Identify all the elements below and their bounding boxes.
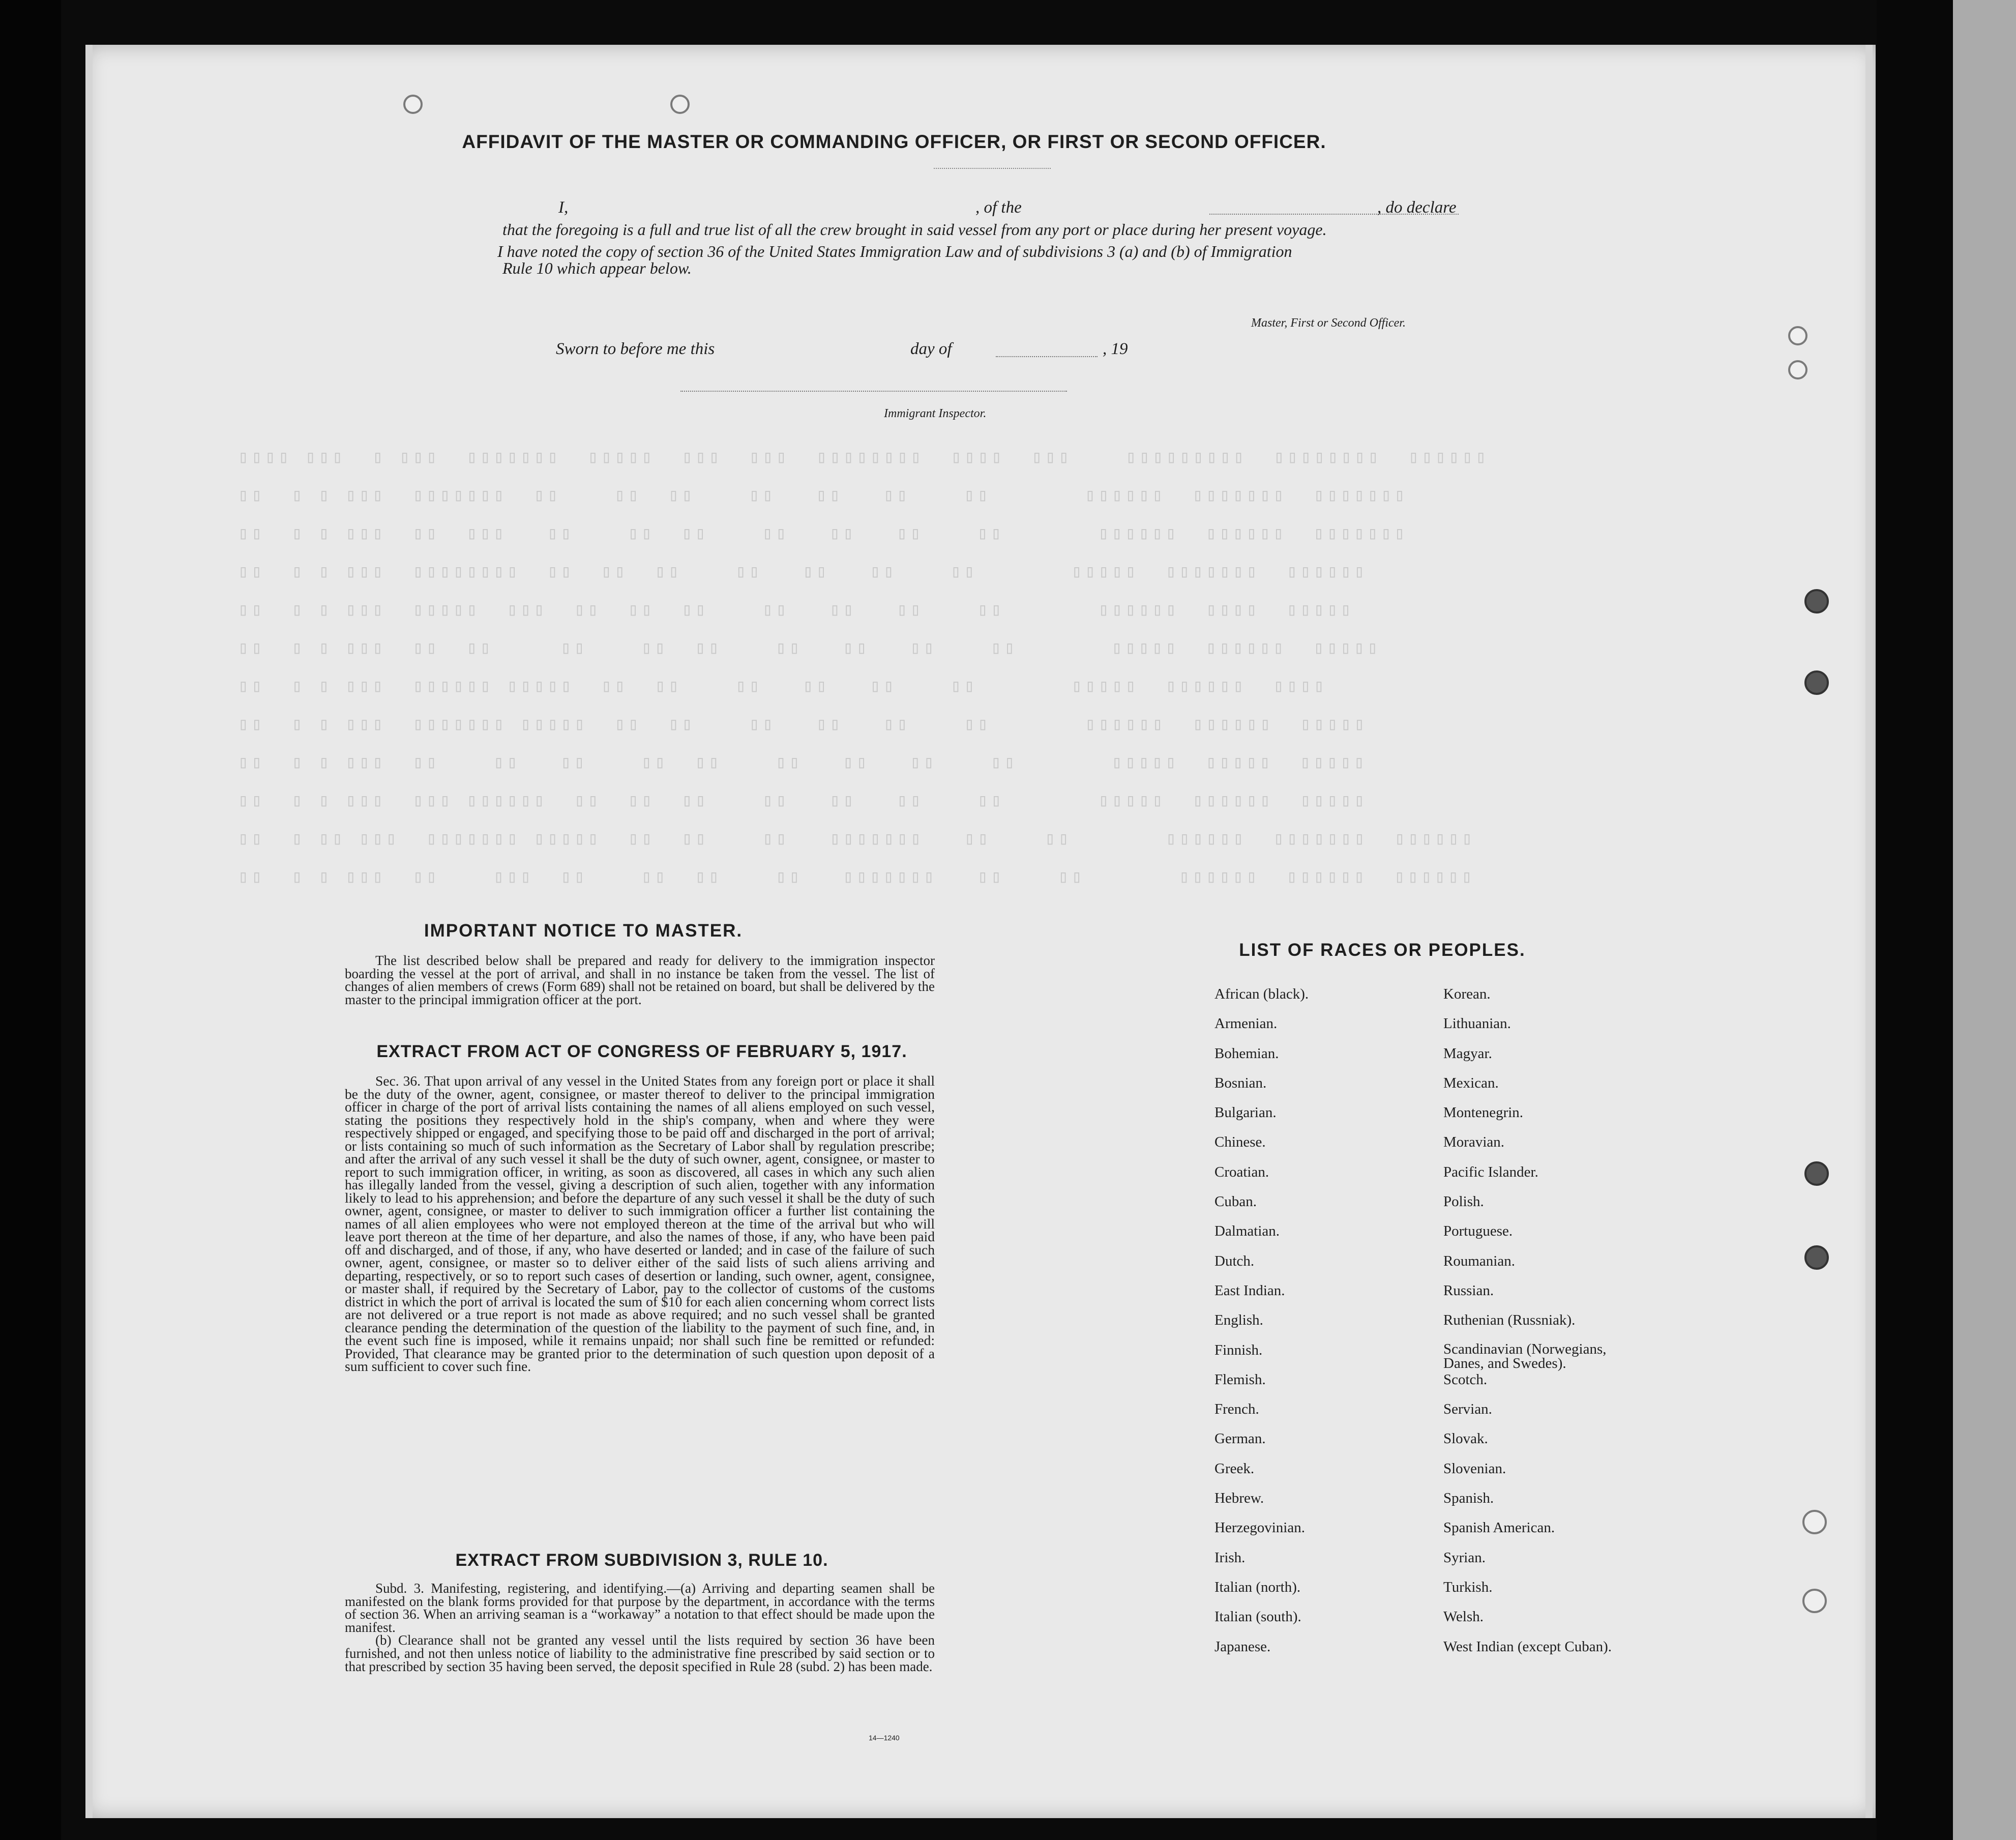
subdivision-a-paragraph: Subd. 3. Manifesting, registering, and identifying.—(a) Arriving and departing seamen shall be manifested on the blank forms provided for that purpose by the department, in accordance with the terms of section 36. When an arriving seaman is a “workaway” a notation to that effect should be made upon the manifest. <box>345 1581 935 1635</box>
month-field[interactable] <box>996 356 1098 357</box>
race-item: Chinese. <box>1214 1134 1266 1151</box>
race-item: Korean. <box>1443 986 1491 1002</box>
race-item: Mexican. <box>1443 1074 1499 1091</box>
race-item: African (black). <box>1214 986 1309 1002</box>
notice-paragraph: The list described below shall be prepared and ready for delivery to the immigration inspector boarding the vessel at the port of arrival, and shall in no instance be taken from the vessel. The list of changes of alien members of crews (Form 689) shall not be retained on board, but shall be delivered by the master to the principal immigration officer at the port. <box>345 953 935 1007</box>
punch-hole <box>1788 360 1807 379</box>
page-right-edge <box>1865 45 1873 1818</box>
race-item: Moravian. <box>1443 1134 1504 1151</box>
document-page: ▯▯▯▯ ▯▯▯ ▯ ▯▯▯ ▯▯▯▯▯▯▯ ▯▯▯▯▯ ▯▯▯ ▯▯▯ ▯▯▯▯▯▯▯▯ ▯▯▯▯ ▯▯▯ ▯▯▯▯▯▯▯▯▯ ▯▯▯▯▯▯▯▯ ▯▯▯▯▯▯ ▯▯ ▯ ▯ ▯▯▯ ▯▯▯▯▯▯▯ ▯▯ ▯▯ ▯▯ ▯▯ ▯▯ ▯▯ ▯▯ ▯▯▯▯▯▯ ▯▯▯▯▯▯▯ ▯▯▯▯▯▯▯ ▯▯ ▯ ▯ ▯▯▯ ▯▯ ▯▯▯ ▯▯ ▯▯ ▯▯ ▯▯ ▯▯ ▯▯ ▯▯ ▯▯▯▯▯▯ ▯▯▯▯▯▯ ▯▯▯▯▯▯▯ ▯▯ ▯ ▯ ▯▯▯ ▯▯▯▯▯▯▯▯ ▯▯ ▯▯ ▯▯ ▯▯ ▯▯ ▯▯ ▯▯ ▯▯▯▯▯ ▯▯▯▯▯▯▯ ▯▯▯▯▯▯ ▯▯ ▯ ▯ ▯▯▯ ▯▯▯▯▯ ▯▯▯ ▯▯ ▯▯ ▯▯ ▯▯ ▯▯ ▯▯ ▯▯ ▯▯▯▯▯▯ ▯▯▯▯ ▯▯▯▯▯ ▯▯ ▯ ▯ ▯▯▯ ▯▯ ▯▯ ▯▯ ▯▯ ▯▯ ▯▯ ▯▯ ▯▯ ▯▯ ▯▯▯▯▯ ▯▯▯▯▯▯ ▯▯▯▯▯ ▯▯ ▯ ▯ ▯▯▯ ▯▯▯▯▯▯ ▯▯▯▯▯ ▯▯ ▯▯ ▯▯ ▯▯ ▯▯ ▯▯ ▯▯▯▯▯ ▯▯▯▯▯▯ ▯▯▯▯ ▯▯ ▯ ▯ ▯▯▯ ▯▯▯▯▯▯▯ ▯▯▯▯▯ ▯▯ ▯▯ ▯▯ ▯▯ ▯▯ ▯▯ ▯▯▯▯▯▯ ▯▯▯▯▯▯ ▯▯▯▯▯ ▯▯ ▯ ▯ ▯▯▯ ▯▯ ▯▯ ▯▯ ▯▯ ▯▯ ▯▯ ▯▯ ▯▯ ▯▯ ▯▯▯▯▯ ▯▯▯▯▯ ▯▯▯▯▯ ▯▯ ▯ ▯ ▯▯▯ ▯▯▯ ▯▯▯▯▯▯ ▯▯ ▯▯ ▯▯ ▯▯ ▯▯ ▯▯ ▯▯ ▯▯▯▯▯ ▯▯▯▯▯▯ ▯▯▯▯▯ ▯▯ ▯ ▯▯ ▯▯▯ ▯▯▯▯▯▯▯ ▯▯▯▯▯ ▯▯ ▯▯ ▯▯ ▯▯▯▯▯▯▯ ▯▯ ▯▯ ▯▯▯▯▯▯ ▯▯▯▯▯▯▯ ▯▯▯▯▯▯ ▯▯ ▯ ▯ ▯▯▯ ▯▯ ▯▯▯ ▯▯ ▯▯ ▯▯ ▯▯ ▯▯▯▯▯▯▯ ▯▯ ▯▯ ▯▯▯▯▯▯ ▯▯▯▯▯▯ ▯▯▯▯▯▯ AFFIDAVIT OF THE MASTER OR COMMANDING OFFICER, OR FIRST OR SECOND OFFICER. I, , of the , do declare that the foregoing is a full and true list of all the crew brought in said vessel from any port or place during her present voyage. I have noted the copy of section 36 of the United States Immigration Law and of subdivisions 3 (a) and (b) of Immigration Rule 10 which appear below. Master, First or Second Officer. Sworn to before me this day of , 19 Immigrant Inspector. IMPORTANT NOTICE TO MASTER. The list described below shall be prepared and ready for delivery to the immigration inspector boarding the vessel at the port of arrival, and shall in no instance be taken from the vessel. The list of changes of alien members of crews (Form 689) shall not be retained on board, but shall be delivered by the master to the principal immigration officer at the port. EXTRACT FROM ACT OF CONGRESS OF FEBRUARY 5, 1917. Sec. 36. That upon arrival of any vessel in the United States from any foreign port or place it shall be the duty of the owner, agent, consignee, or master thereof to deliver to the principal immigration officer in charge of the port of arrival lists containing the names of all aliens employed on such vessel, stating the positions they respectively hold in the ship's company, when and where they were respectively shipped or engaged, and specifying those to be paid off and discharged in the port of arrival; or lists containing so much of such information as the Secretary of Labor shall by regulation prescribe; and after the arrival of any such vessel it shall be the duty of such owner, agent, consignee, or master to report to such immigration officer, in writing, as soon as discovered, all cases in which any such alien has illegally landed from the vessel, giving a description of such alien, together with any information likely to lead to his apprehension; and before the departure of any such vessel it shall be the duty of such owner, agent, consignee, or master to deliver to such immigration officer a further list containing the names of all alien employees who were not employed thereon at the time of the arrival but who will leave port thereon at the time of her departure, and also the names of those, if any, who have been paid off and discharged, and of those, if any, who have deserted or landed; and in case of the failure of such owner, agent, consignee, or master so to deliver either of the said lists of such aliens arriving and departing, respectively, or so to report such cases of desertion or landing, such owner, agent, consignee, or master shall, if required by the Secretary of Labor, pay to the collector of customs of the customs district in which the port of arrival is located the sum of $10 for each alien concerning whom correct lists are not delivered or a true report is not made as above required; and no such vessel shall be granted clearance pending the determination of the question of the liability to the payment of such fine, and, in the event such fine is imposed, while it remains unpaid; nor shall such fine be remitted or refunded: Provided, That clearance may be granted prior to the determination of such question upon deposit of a sum sufficient to cover such fine. EXTRACT FROM SUBDIVISION 3, RULE 10. Subd. 3. Manifesting, registering, and identifying.—(a) Arriving and departing seamen shall be manifested on the blank forms provided for that purpose by the department, in accordance with the terms of section 36. When an arriving seaman is a “workaway” a notation to that effect should be made upon the manifest. (b) Clearance shall not be granted any vessel until the lists required by section 36 have been furnished, and not then unless notice of liability to the administrative fine prescribed by said section or to that prescribed by section 35 having been served, the deposit specified in Rule 28 (subd. 2) has been made. 14—1240 LIST OF RACES OR PEOPLES. African (black). Armenian. Bohemian. Bosnian. Bulgarian. Chinese. Croatian. Cuban. Dalmatian. Dutch. East Indian. English. Finnish. Flemish. French. German. Greek. Hebrew. Herzegovinian. Irish. Italian (north). Italian (south). Japanese. Korean. Lithuanian. Magyar. Mexican. Montenegrin. Moravian. Pacific Islander. Polish. Portuguese. Roumanian. Russian. Ruthenian (Russniak). Scandinavian (Norwegians, Danes, and Swedes). Scotch. Servian. Slovak. Slovenian. Spanish. Spanish American. Syrian. Turkish. Welsh. West Indian (except Cuban). <box>85 45 1876 1818</box>
title-underline <box>934 168 1051 169</box>
race-item: Dalmatian. <box>1214 1223 1280 1240</box>
punch-hole <box>1804 1161 1829 1186</box>
extract-act-title: EXTRACT FROM ACT OF CONGRESS OF FEBRUARY 5, 1917. <box>376 1042 907 1061</box>
race-item: Scotch. <box>1443 1371 1488 1388</box>
sworn-label: Sworn to before me this <box>556 340 715 358</box>
race-item: German. <box>1214 1430 1266 1447</box>
race-item: Finnish. <box>1214 1341 1263 1358</box>
race-item: Bulgarian. <box>1214 1104 1277 1121</box>
day-of-label: day of <box>910 340 952 358</box>
race-item: Roumanian. <box>1443 1252 1515 1269</box>
race-item: Slovak. <box>1443 1430 1488 1447</box>
race-item: Russian. <box>1443 1282 1494 1299</box>
punch-hole <box>1802 1510 1827 1534</box>
affidavit-title: AFFIDAVIT OF THE MASTER OR COMMANDING OFFICER, OR FIRST OR SECOND OFFICER. <box>462 131 1326 152</box>
notice-body <box>345 954 935 1006</box>
race-item: Armenian. <box>1214 1015 1278 1032</box>
subdivision-b-paragraph: (b) Clearance shall not be granted any vessel until the lists required by section 36 have been furnished, and not then unless notice of liability to the administrative fine prescribed by said section or to that prescribed by section 35 having been served, the deposit specified in Rule 28 (subd. 2) has been made. <box>345 1632 935 1674</box>
race-item: Portuguese. <box>1443 1223 1513 1240</box>
race-item: Scandinavian (Norwegians, Danes, and Swedes). <box>1443 1340 1607 1371</box>
punch-hole <box>403 95 423 114</box>
race-item: Japanese. <box>1214 1638 1271 1655</box>
left-scan-border <box>0 0 61 1840</box>
races-title: LIST OF RACES OR PEOPLES. <box>1239 940 1526 960</box>
punch-hole <box>1788 326 1807 345</box>
punch-hole <box>1802 1589 1827 1613</box>
affidavit-line1: that the foregoing is a full and true list of all the crew brought in said vessel from any port or place during her present voyage. <box>502 220 1327 239</box>
race-item: Turkish. <box>1443 1579 1493 1595</box>
race-item: English. <box>1214 1312 1263 1329</box>
punch-hole <box>1804 670 1829 695</box>
affidavit-do-declare: , do declare <box>1377 198 1457 217</box>
race-item: Pacific Islander. <box>1443 1163 1538 1180</box>
race-item: Italian (south). <box>1214 1609 1301 1625</box>
master-signature-label: Master, First or Second Officer. <box>1251 316 1406 330</box>
affidavit-of-the: , of the <box>975 198 1022 217</box>
page-left-edge <box>85 45 93 1818</box>
punch-hole <box>1804 589 1829 614</box>
race-item: Greek. <box>1214 1460 1255 1477</box>
race-item: Montenegrin. <box>1443 1104 1524 1121</box>
races-column-right <box>1443 986 1632 1668</box>
punch-hole <box>1804 1245 1829 1270</box>
section-36-paragraph: Sec. 36. That upon arrival of any vessel in the United States from any foreign port or place it shall be the duty of the owner, agent, consignee, or master thereof to deliver to the principal immigration officer in charge of the port of arrival lists containing the names of all aliens employed on such vessel, stating the positions they respectively hold in the ship's company, when and where they were respectively shipped or engaged, and specifying those to be paid off and discharged in the port of arrival; or lists containing so much of such information as the Secretary of Labor shall by regulation prescribe; and after the arrival of any such vessel it shall be the duty of such owner, agent, consignee, or master to report to such immigration officer, in writing, as soon as discovered, all cases in which any such alien has illegally landed from the vessel, giving a description of such alien, together with any information likely to lead to his apprehension; and before the departure of any such vessel it shall be the duty of such owner, agent, consignee, or master to deliver to such immigration officer a further list containing the names of all alien employees who were not employed thereon at the time of the arrival but who will leave port thereon at the time of her departure, and also the names of those, if any, who have been paid off and discharged, and of those, if any, who have deserted or landed; and in case of the failure of such owner, agent, consignee, or master so to deliver either of the said lists of such aliens arriving and departing, respectively, or so to report such cases of desertion or landing, such owner, agent, consignee, or master shall, if required by the Secretary of Labor, pay to the collector of customs of the customs district in which the port of arrival is located the sum of $10 for each alien concerning whom correct lists are not delivered or a true report is not made as above required; and no such vessel shall be granted clearance pending the determination of the question of the liability to the payment of such fine, and, in the event such fine is imposed, while it remains unpaid; nor shall such fine be remitted or refunded: Provided, That clearance may be granted prior to the determination of such question upon deposit of a sum sufficient to cover such fine. <box>345 1073 935 1374</box>
affidavit-i-label: I, <box>558 198 569 217</box>
right-scan-border <box>1877 0 2016 1840</box>
race-item: East Indian. <box>1214 1282 1285 1299</box>
race-item: Irish. <box>1214 1549 1246 1566</box>
adjacent-page-strip <box>1953 0 2016 1840</box>
race-item: Cuban. <box>1214 1193 1257 1210</box>
race-item: Spanish American. <box>1443 1520 1555 1536</box>
race-item: Spanish. <box>1443 1490 1494 1507</box>
punch-hole <box>670 95 690 114</box>
race-item: Bosnian. <box>1214 1074 1267 1091</box>
race-item: Lithuanian. <box>1443 1015 1511 1032</box>
extract-rule-body <box>345 1582 935 1673</box>
race-item: Italian (north). <box>1214 1579 1301 1595</box>
inspector-label: Immigrant Inspector. <box>884 407 987 420</box>
race-item: Slovenian. <box>1443 1460 1506 1477</box>
extract-rule-title: EXTRACT FROM SUBDIVISION 3, RULE 10. <box>455 1551 828 1570</box>
race-item: Syrian. <box>1443 1549 1486 1566</box>
extract-act-body <box>345 1074 935 1373</box>
notice-title: IMPORTANT NOTICE TO MASTER. <box>424 921 743 941</box>
race-item: Herzegovinian. <box>1214 1520 1305 1536</box>
race-item: Ruthenian (Russniak). <box>1443 1312 1576 1329</box>
race-item: Dutch. <box>1214 1252 1255 1269</box>
race-item: French. <box>1214 1401 1259 1418</box>
race-item: Flemish. <box>1214 1371 1266 1388</box>
races-column-left <box>1214 986 1309 1668</box>
race-item: Bohemian. <box>1214 1045 1279 1062</box>
race-item: Welsh. <box>1443 1609 1484 1625</box>
year-label: , 19 <box>1103 340 1128 358</box>
form-number: 14—1240 <box>869 1734 900 1742</box>
race-item: Croatian. <box>1214 1163 1269 1180</box>
race-item: West Indian (except Cuban). <box>1443 1638 1612 1655</box>
race-item: Servian. <box>1443 1401 1492 1418</box>
race-item: Hebrew. <box>1214 1490 1264 1507</box>
affidavit-line3: Rule 10 which appear below. <box>502 259 692 277</box>
race-item: Polish. <box>1443 1193 1484 1210</box>
inspector-signature-line[interactable] <box>680 391 1067 392</box>
race-item: Magyar. <box>1443 1045 1492 1062</box>
affidavit-line2: I have noted the copy of section 36 of the United States Immigration Law and of subdivisions 3 (a) and (b) of Immigration <box>497 242 1292 260</box>
